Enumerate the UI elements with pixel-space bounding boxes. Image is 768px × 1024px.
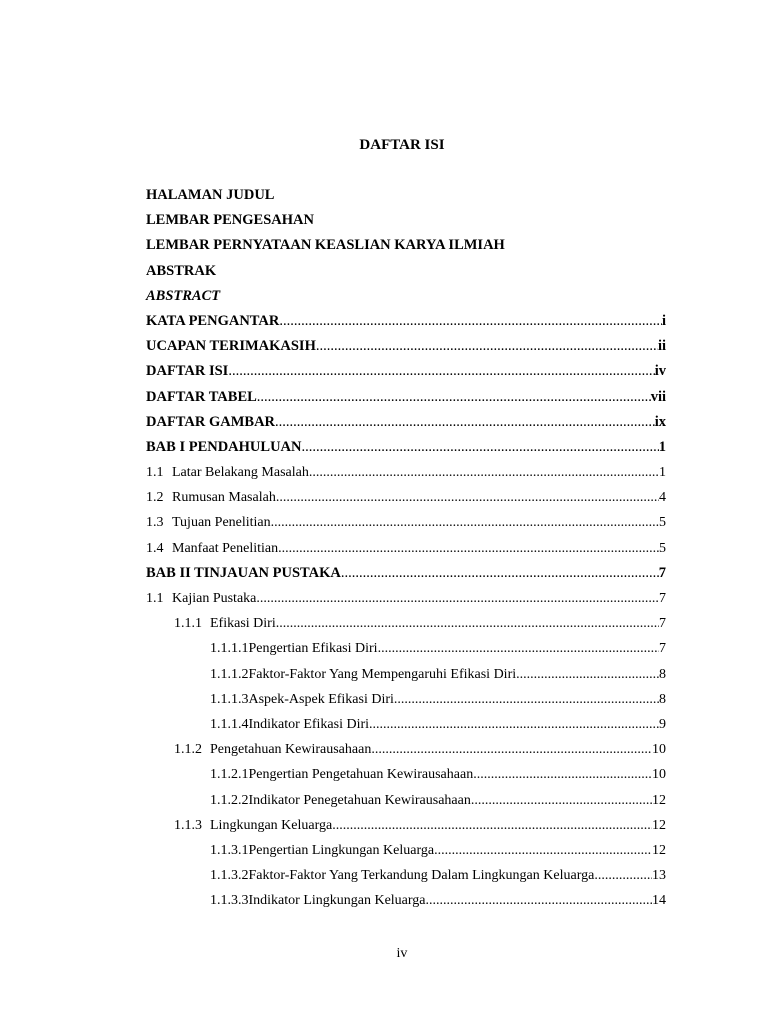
toc-entry-label bbox=[146, 561, 341, 586]
toc-entry-number: 1.1.3.3 bbox=[210, 893, 249, 909]
toc-entry-text: Pengetahuan Kewirausahaan bbox=[210, 742, 372, 758]
toc-entry-page: 7 bbox=[658, 564, 666, 581]
toc-entry-page: 13 bbox=[652, 868, 666, 884]
toc-entry bbox=[146, 183, 666, 208]
toc-entry-number: 1.3 bbox=[146, 515, 164, 531]
toc-entry-text: DAFTAR GAMBAR bbox=[146, 413, 276, 430]
dot-leader bbox=[278, 536, 659, 561]
toc-entry bbox=[146, 662, 666, 687]
dot-leader bbox=[378, 636, 659, 661]
toc-entry-label bbox=[146, 284, 220, 309]
toc-entry-page: 8 bbox=[659, 666, 666, 682]
toc-entry-label bbox=[174, 611, 276, 636]
toc-entry-text: UCAPAN TERIMAKASIH bbox=[146, 338, 316, 355]
toc-entry bbox=[146, 611, 666, 636]
dot-leader bbox=[228, 359, 654, 384]
toc-entry-number: 1.1.1.1 bbox=[210, 641, 249, 657]
toc-entry bbox=[146, 838, 666, 863]
toc-entry-page: 12 bbox=[652, 817, 666, 833]
dot-leader bbox=[434, 838, 652, 863]
toc-entry-text: DAFTAR TABEL bbox=[146, 388, 257, 405]
toc-entry bbox=[146, 284, 666, 309]
page-number: iv bbox=[396, 946, 408, 961]
toc-entry-text: LEMBAR PENGESAHAN bbox=[146, 212, 314, 229]
toc-entry bbox=[146, 888, 666, 913]
toc-entry-label bbox=[146, 460, 309, 485]
toc-entry bbox=[146, 813, 666, 838]
toc-entry-text: BAB II TINJAUAN PUSTAKA bbox=[146, 564, 341, 581]
toc-entry bbox=[146, 536, 666, 561]
toc-entry-label bbox=[210, 863, 594, 888]
toc-entry-number: 1.1.2.1 bbox=[210, 767, 249, 783]
toc-entry bbox=[146, 385, 666, 410]
toc-entry bbox=[146, 510, 666, 535]
toc-entry-page: 10 bbox=[652, 742, 666, 758]
toc-entry-text: Indikator Penegetahuan Kewirausahaan bbox=[248, 792, 471, 808]
dot-leader bbox=[309, 460, 659, 485]
toc-entry-label bbox=[146, 586, 256, 611]
toc-entry-page: 5 bbox=[659, 515, 666, 531]
dot-leader bbox=[279, 309, 662, 334]
toc-entry-page: ix bbox=[654, 413, 666, 430]
dot-leader bbox=[341, 561, 659, 586]
dot-leader bbox=[394, 687, 659, 712]
toc-entry-page: 5 bbox=[659, 540, 666, 556]
toc-entry-number: 1.1.3.2 bbox=[210, 868, 249, 884]
dot-leader bbox=[516, 662, 659, 687]
toc-entry-label bbox=[146, 385, 257, 410]
dot-leader bbox=[371, 737, 652, 762]
toc-entry bbox=[146, 687, 666, 712]
dot-leader bbox=[426, 888, 652, 913]
toc-entry-number: 1.1.1 bbox=[174, 616, 202, 632]
toc-entry bbox=[146, 359, 666, 384]
toc-entry-label bbox=[146, 485, 276, 510]
toc-entry-page: 7 bbox=[659, 641, 666, 657]
toc-entry-text: Indikator Lingkungan Keluarga bbox=[248, 893, 426, 909]
toc-entry-page: 1 bbox=[659, 465, 666, 481]
toc-entry bbox=[146, 737, 666, 762]
toc-entry-text: Faktor-Faktor Yang Mempengaruhi Efikasi Diri bbox=[248, 666, 517, 682]
toc-entry-number: 1.1 bbox=[146, 465, 164, 481]
toc-entry-label bbox=[210, 662, 516, 687]
toc-entry-label bbox=[174, 813, 332, 838]
toc-entry-label bbox=[146, 309, 279, 334]
toc-entry-text: ABSTRACT bbox=[146, 287, 221, 304]
toc-entry bbox=[146, 636, 666, 661]
toc-entry-text: Pengertian Lingkungan Keluarga bbox=[248, 842, 435, 858]
toc-entry-text: Indikator Efikasi Diri bbox=[248, 716, 370, 732]
toc-entry bbox=[146, 309, 666, 334]
toc-entry-text: Efikasi Diri bbox=[210, 616, 276, 632]
toc-entry-number: 1.1.2 bbox=[174, 742, 202, 758]
dot-leader bbox=[369, 712, 659, 737]
toc-entry-number: 1.1 bbox=[146, 591, 164, 606]
toc-entry-label bbox=[210, 687, 394, 712]
toc-entry-text: Pengertian Pengetahuan Kewirausahaan bbox=[248, 767, 474, 783]
toc-entry-number: 1.1.1.3 bbox=[210, 691, 249, 707]
toc-entry-text: Tujuan Penelitian bbox=[172, 515, 271, 531]
toc-entry-page: 4 bbox=[659, 490, 666, 506]
toc-entry-page: 12 bbox=[652, 842, 666, 858]
toc-entry-text: Faktor-Faktor Yang Terkandung Dalam Lingkungan Keluarga bbox=[248, 868, 595, 884]
dot-leader bbox=[271, 510, 659, 535]
toc-entry-number: 1.2 bbox=[146, 490, 164, 506]
toc-entry-page: 12 bbox=[652, 792, 666, 808]
toc-entry-label bbox=[146, 359, 228, 384]
toc-entry-page: ii bbox=[657, 338, 666, 355]
table-of-contents bbox=[146, 183, 666, 913]
toc-entry-text: Latar Belakang Masalah bbox=[172, 465, 309, 481]
toc-entry bbox=[146, 863, 666, 888]
toc-entry-number: 1.4 bbox=[146, 540, 164, 556]
toc-entry-label bbox=[146, 233, 505, 258]
toc-entry-text: Kajian Pustaka bbox=[172, 591, 257, 606]
dot-leader bbox=[276, 611, 659, 636]
toc-entry bbox=[146, 460, 666, 485]
dot-leader bbox=[257, 385, 651, 410]
toc-entry-label bbox=[146, 410, 275, 435]
toc-entry-label bbox=[174, 737, 371, 762]
toc-entry bbox=[146, 788, 666, 813]
toc-entry-text: BAB I PENDAHULUAN bbox=[146, 438, 302, 455]
toc-entry-text: HALAMAN JUDUL bbox=[146, 187, 275, 203]
toc-entry-number: 1.1.1.2 bbox=[210, 666, 249, 682]
dot-leader bbox=[332, 813, 652, 838]
toc-entry-text: Lingkungan Keluarga bbox=[210, 817, 333, 833]
toc-entry-label bbox=[146, 435, 302, 460]
dot-leader bbox=[471, 788, 652, 813]
toc-entry-page: vii bbox=[650, 388, 666, 405]
toc-entry-text: Aspek-Aspek Efikasi Diri bbox=[248, 691, 394, 707]
page-title: DAFTAR ISI bbox=[359, 137, 445, 153]
toc-entry-text: KATA PENGANTAR bbox=[146, 312, 280, 329]
toc-entry bbox=[146, 485, 666, 510]
toc-entry-number: 1.1.2.2 bbox=[210, 792, 249, 808]
dot-leader bbox=[276, 485, 659, 510]
toc-entry-page: 7 bbox=[659, 616, 666, 632]
toc-entry-label bbox=[146, 208, 314, 233]
toc-entry-page: 1 bbox=[658, 438, 666, 455]
toc-entry-label bbox=[210, 712, 369, 737]
toc-entry bbox=[146, 586, 666, 611]
toc-entry-page: i bbox=[661, 312, 666, 329]
toc-entry-page: 9 bbox=[659, 716, 666, 732]
toc-entry-label bbox=[146, 334, 316, 359]
dot-leader bbox=[275, 410, 655, 435]
toc-entry-label bbox=[210, 788, 471, 813]
toc-entry-text: DAFTAR ISI bbox=[146, 363, 229, 380]
toc-entry-text: LEMBAR PERNYATAAN KEASLIAN KARYA ILMIAH bbox=[146, 237, 505, 254]
toc-entry-label bbox=[146, 536, 278, 561]
toc-entry bbox=[146, 712, 666, 737]
toc-entry-label bbox=[146, 183, 274, 208]
toc-entry-page: 7 bbox=[659, 591, 666, 606]
toc-entry bbox=[146, 762, 666, 787]
toc-entry bbox=[146, 435, 666, 460]
toc-entry bbox=[146, 410, 666, 435]
toc-entry-label bbox=[146, 510, 271, 535]
dot-leader bbox=[594, 863, 652, 888]
dot-leader bbox=[473, 762, 652, 787]
toc-entry bbox=[146, 208, 666, 233]
toc-entry-page: 14 bbox=[652, 893, 666, 909]
toc-entry-text: ABSTRAK bbox=[146, 262, 217, 279]
toc-entry-label bbox=[210, 838, 434, 863]
dot-leader bbox=[256, 586, 659, 611]
toc-entry bbox=[146, 259, 666, 284]
toc-entry-number: 1.1.3 bbox=[174, 817, 202, 833]
toc-entry bbox=[146, 334, 666, 359]
toc-entry-text: Rumusan Masalah bbox=[172, 490, 276, 506]
toc-entry-page: iv bbox=[654, 363, 666, 380]
toc-entry-number: 1.1.3.1 bbox=[210, 842, 249, 858]
toc-entry-label bbox=[210, 636, 378, 661]
dot-leader bbox=[302, 435, 659, 460]
toc-entry-label bbox=[210, 762, 473, 787]
toc-entry-label bbox=[146, 259, 216, 284]
toc-entry-number: 1.1.1.4 bbox=[210, 716, 249, 732]
toc-entry bbox=[146, 561, 666, 586]
toc-entry-page: 8 bbox=[659, 691, 666, 707]
toc-entry-text: Pengertian Efikasi Diri bbox=[248, 641, 378, 657]
toc-entry-label bbox=[210, 888, 426, 913]
toc-entry bbox=[146, 233, 666, 258]
toc-entry-text: Manfaat Penelitian bbox=[172, 540, 279, 556]
toc-entry-page: 10 bbox=[652, 767, 666, 783]
dot-leader bbox=[316, 334, 658, 359]
